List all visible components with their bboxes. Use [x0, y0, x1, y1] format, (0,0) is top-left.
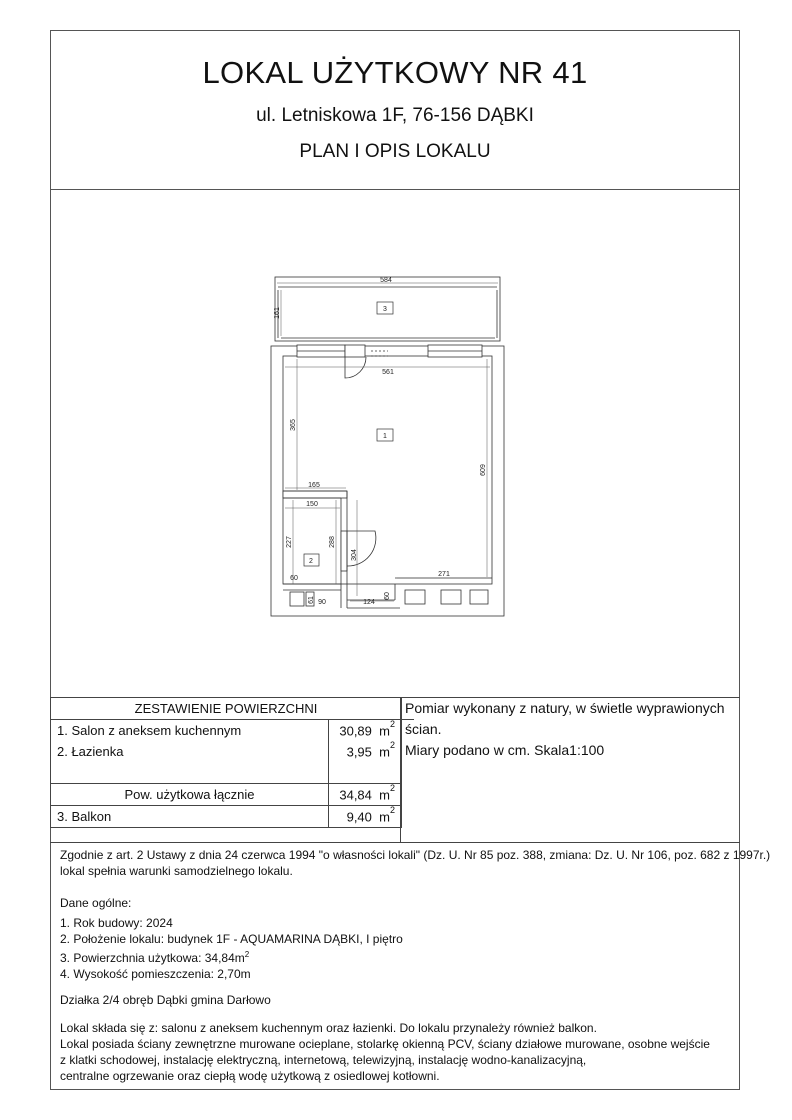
dim-bath-width: 150	[306, 501, 318, 508]
general-room-height: 4. Wysokość pomieszczenia: 2,70m	[60, 967, 251, 981]
room-2-label: 2. Łazienka	[51, 741, 329, 762]
outer-wall	[271, 346, 504, 616]
legal-note-line-1: Zgodnie z art. 2 Ustawy z dnia 24 czerwca 1994 "o własności lokali" (Dz. U. Nr 85 poz. 388, zmiana: Dz. U. Nr 106, poz. 682 z 1997r.)	[60, 848, 771, 862]
description-line-4: centralne ogrzewanie oraz ciepłą wodę użytkową z osiedlowej kotłowni.	[60, 1069, 440, 1083]
dim-lower-width: 271	[438, 571, 450, 578]
area-summary-table	[50, 697, 414, 828]
general-data	[60, 895, 403, 1008]
dim-niche-c: 90	[318, 599, 326, 606]
dim-bath-depth: 227	[286, 536, 293, 548]
total-area-label: Pow. użytkowa łącznie	[51, 783, 329, 805]
measurement-note-line-2: Miary podano w cm. Skala1:100	[405, 742, 605, 758]
parcel-info: Działka 2/4 obręb Dąbki gmina Darłowo	[60, 993, 271, 1007]
unit-description	[60, 1020, 710, 1084]
room-tag-salon: 1	[383, 433, 387, 440]
inner-wall	[283, 356, 492, 584]
area-table-header: ZESTAWIENIE POWIERZCHNI	[51, 698, 402, 720]
room-1-label: 1. Salon z aneksem kuchennym	[51, 720, 329, 742]
room-tag-bathroom: 2	[309, 558, 313, 565]
measurement-note	[400, 697, 740, 843]
balcony-area: 9,40 $m^2$	[329, 805, 402, 827]
table-bottom-divider	[50, 842, 740, 843]
legal-note-line-2: lokal spełnia warunki samodzielnego lokalu.	[60, 864, 293, 878]
balcony-door-opening	[345, 345, 365, 357]
legal-note	[60, 847, 770, 879]
dim-niche-a: 60	[290, 575, 298, 582]
dim-room-width: 561	[382, 369, 394, 376]
general-usable-area: 3. Powierzchnia użytkowa: $34,84m^2$	[60, 950, 250, 965]
dim-corridor-step: 60	[384, 592, 391, 600]
dim-balcony-width: 584	[380, 277, 392, 284]
general-location: 2. Położenie lokalu: budynek 1F - AQUAMARINA DĄBKI, I piętro	[60, 932, 403, 946]
balcony-door-swing	[345, 357, 366, 378]
dim-corridor-width: 124	[363, 599, 375, 606]
room-tag-balcony: 3	[383, 306, 387, 313]
dim-balcony-depth: 161	[274, 307, 281, 319]
description-line-1: Lokal składa się z: salonu z aneksem kuchennym oraz łazienki. Do lokalu przynależy również balkon.	[60, 1021, 597, 1035]
document-subtitle: PLAN I OPIS LOKALU	[299, 141, 491, 162]
dim-bath-outer-width: 165	[308, 482, 320, 489]
bathroom-door-opening	[341, 531, 347, 571]
dim-bath-wall-depth: 288	[329, 536, 336, 548]
description-line-2: Lokal posiada ściany zewnętrzne murowane ocieplane, stolarkę okienną PCV, ściany działowe murowane, osobne wejście	[60, 1037, 710, 1051]
general-data-heading: Dane ogólne:	[60, 896, 132, 910]
dim-niche-b: 61	[308, 596, 315, 604]
description-line-3: z klatki schodowej, instalację elektryczną, internetową, telewizyjną, instalację wodno-kanalizacyjną,	[60, 1053, 587, 1067]
address: ul. Letniskowa 1F, 76-156 DĄBKI	[256, 105, 534, 126]
dim-door-depth: 304	[351, 549, 358, 561]
document-title: LOKAL UŻYTKOWY NR 41	[202, 55, 588, 90]
total-area-value: 34,84 $m^2$	[329, 783, 402, 805]
room-1-area: 30,89 $m^2$	[329, 720, 402, 742]
measurement-note-line-1: Pomiar wykonany z natury, w świetle wyprawionych ścian.	[405, 700, 725, 737]
room-2-area: 3,95 $m^2$	[329, 741, 402, 762]
dim-room-depth: 609	[480, 464, 487, 476]
dim-room-upper-depth: 365	[290, 419, 297, 431]
balcony-label: 3. Balkon	[51, 805, 329, 827]
general-build-year: 1. Rok budowy: 2024	[60, 916, 173, 930]
